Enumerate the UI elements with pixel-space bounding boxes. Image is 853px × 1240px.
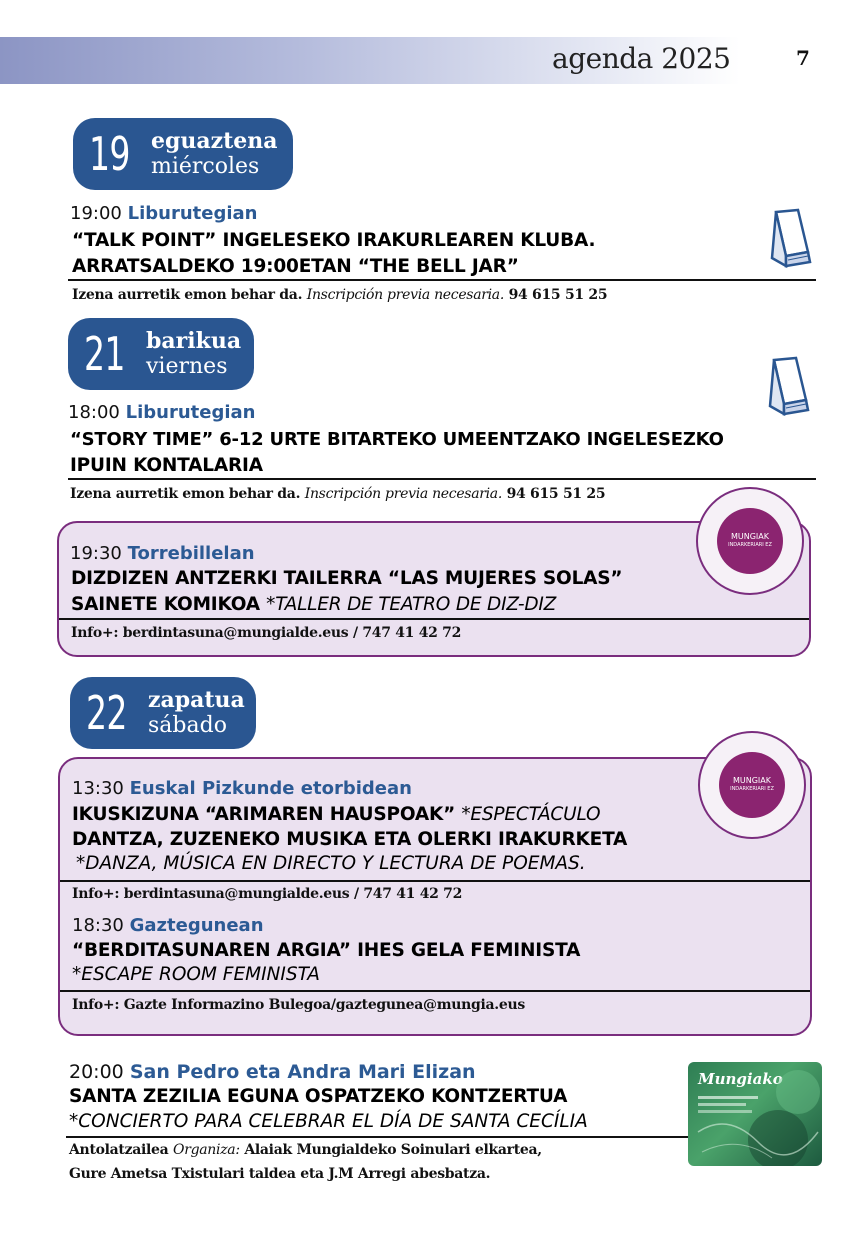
org-label-es: Organiza:	[173, 1142, 240, 1158]
note-eu: Izena aurretik emon behar da.	[70, 486, 301, 502]
event-subtitle-line: *ESCAPE ROOM FEMINISTA	[72, 964, 320, 985]
info-line: Info+: Gazte Informazino Bulegoa/gaztegunea@mungia.eus	[72, 997, 525, 1013]
event-time: 19:30	[70, 543, 122, 564]
event-title-line-1: “STORY TIME” 6-12 URTE BITARTEKO UMEENTZAKO INGELESEZKO	[70, 429, 724, 450]
event-subtitle: *TALLER DE TEATRO DE DIZ-DIZ	[266, 594, 557, 615]
mungiak-seal-logo	[698, 731, 806, 839]
day-number: 22	[86, 686, 127, 740]
day-name-eu: zapatua	[148, 687, 245, 713]
day-name-es: sábado	[148, 713, 227, 738]
note-es: Inscripción previa necesaria.	[306, 287, 505, 303]
event-subtitle-line: *CONCIERTO PARA CELEBRAR EL DÍA DE SANTA CECÍLIA	[69, 1111, 588, 1132]
event-place: Liburutegian	[125, 402, 256, 423]
event-time: 19:00	[70, 203, 122, 224]
seal-inner	[717, 508, 783, 574]
event-time: 20:00	[69, 1061, 124, 1083]
event-title-line-1: DIZDIZEN ANTZERKI TAILERRA “LAS MUJERES SOLAS”	[71, 568, 623, 589]
concert-poster-image	[688, 1062, 822, 1166]
day-name-eu: barikua	[146, 328, 242, 354]
note-eu: Izena aurretik emon behar da.	[72, 287, 303, 303]
registration-note	[72, 287, 607, 303]
phone: 94 615 51 25	[506, 486, 606, 502]
day-name-es: miércoles	[151, 154, 260, 179]
org-label-eu: Antolatzailea	[69, 1142, 169, 1158]
event-time-line	[68, 402, 255, 423]
event-time-line	[72, 915, 264, 936]
day-name-eu: eguaztena	[151, 128, 278, 154]
event-title: SAINETE KOMIKOA	[71, 594, 260, 615]
event-time-line	[70, 203, 257, 224]
poster-title: Mungiako	[698, 1070, 783, 1088]
divider	[60, 880, 810, 882]
event-title-line-2: IPUIN KONTALARIA	[70, 455, 263, 476]
day-badge-22	[70, 677, 256, 749]
note-es: Inscripción previa necesaria.	[304, 486, 503, 502]
event-time: 18:00	[68, 402, 120, 423]
book-icon	[766, 356, 812, 418]
event-title-line-1	[72, 802, 600, 828]
divider	[68, 279, 816, 281]
day-number: 21	[84, 327, 125, 381]
day-number: 19	[89, 127, 130, 181]
organizer-names: Alaiak Mungialdeko Soinulari elkartea,	[244, 1142, 542, 1158]
event-place: Torrebillelan	[127, 543, 255, 564]
day-names	[148, 687, 245, 739]
event-time-line	[70, 543, 255, 564]
poster-decoration	[688, 1062, 822, 1166]
event-place: Gaztegunean	[129, 915, 264, 936]
event-subtitle-line: *DANZA, MÚSICA EN DIRECTO Y LECTURA DE POEMAS.	[76, 853, 586, 874]
phone: 94 615 51 25	[508, 287, 608, 303]
event-title-line-2: DANTZA, ZUZENEKO MUSIKA ETA OLERKI IRAKURKETA	[72, 829, 628, 850]
event-title-line-2	[71, 592, 556, 618]
organizer-line-1	[69, 1142, 542, 1158]
divider	[66, 1136, 688, 1138]
seal-text-1: MUNGIAK	[732, 776, 772, 785]
divider	[59, 618, 809, 620]
event-time: 13:30	[72, 778, 124, 799]
event-time: 18:30	[72, 915, 124, 936]
event-time-line	[69, 1061, 476, 1083]
day-badge-19	[73, 118, 293, 190]
divider	[68, 478, 816, 480]
seal-inner	[719, 752, 785, 818]
day-names	[151, 128, 278, 180]
event-place: Euskal Pizkunde etorbidean	[129, 778, 412, 799]
event-title: IKUSKIZUNA “ARIMAREN HAUSPOAK”	[72, 804, 456, 825]
day-names	[146, 328, 241, 380]
organizer-line-2: Gure Ametsa Txistulari taldea eta J.M Arregi abesbatza.	[69, 1166, 491, 1182]
mungiak-seal-logo	[696, 487, 804, 595]
event-title: SANTA ZEZILIA EGUNA OSPATZEKO KONTZERTUA	[69, 1086, 568, 1107]
day-name-es: viernes	[146, 354, 228, 379]
info-line: Info+: berdintasuna@mungialde.eus / 747 41 42 72	[71, 625, 462, 641]
event-title-line-2: ARRATSALDEKO 19:00ETAN “THE BELL JAR”	[72, 256, 519, 277]
seal-text-1: MUNGIAK	[730, 532, 770, 541]
event-title: “BERDITASUNAREN ARGIA” IHES GELA FEMINISTA	[72, 940, 581, 961]
day-badge-21	[68, 318, 254, 390]
book-icon	[768, 208, 814, 270]
event-place: San Pedro eta Andra Mari Elizan	[129, 1061, 476, 1083]
event-title-line-1: “TALK POINT” INGELESEKO IRAKURLEAREN KLUBA.	[72, 230, 596, 251]
info-line: Info+: berdintasuna@mungialde.eus / 747 41 42 72	[72, 886, 463, 902]
seal-text-2: INDARKERIARI EZ	[730, 786, 774, 792]
event-time-line	[72, 778, 412, 799]
event-place: Liburutegian	[127, 203, 258, 224]
seal-text-2: INDARKERIARI EZ	[728, 542, 772, 548]
registration-note	[70, 486, 605, 502]
event-subtitle: *ESPECTÁCULO	[461, 804, 601, 825]
page-title: agenda 2025	[552, 42, 731, 75]
divider	[60, 990, 810, 992]
page-number: 7	[796, 46, 810, 70]
